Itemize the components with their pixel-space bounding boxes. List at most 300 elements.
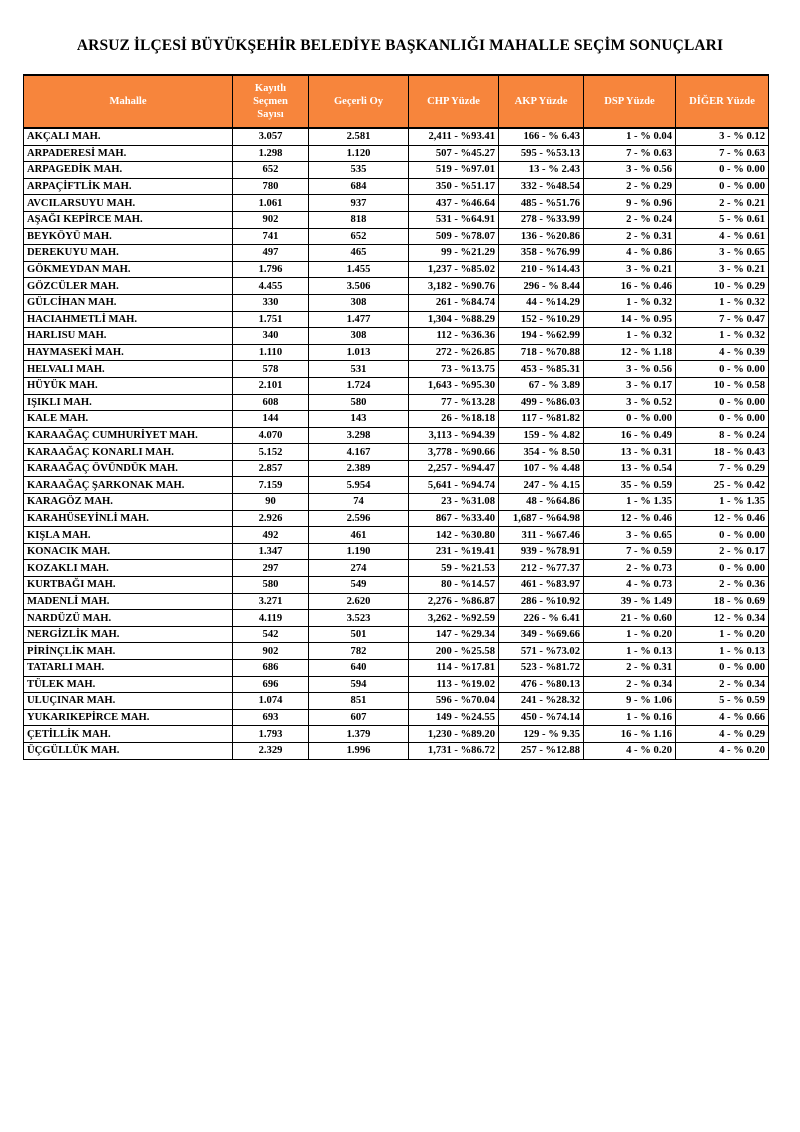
cell-diger: 2 - % 0.17 (676, 543, 769, 560)
cell-gecerli: 3.506 (309, 278, 409, 295)
table-row (24, 577, 769, 594)
cell-diger: 0 - % 0.00 (676, 411, 769, 428)
cell-diger: 8 - % 0.24 (676, 427, 769, 444)
cell-diger: 0 - % 0.00 (676, 361, 769, 378)
cell-akp: 117 - %81.82 (499, 411, 584, 428)
table-row (24, 361, 769, 378)
cell-akp: 571 - %73.02 (499, 643, 584, 660)
cell-dsp: 2 - % 0.29 (584, 178, 676, 195)
cell-chp: 261 - %84.74 (409, 294, 499, 311)
cell-mahalle: HACIAHMETLİ MAH. (24, 311, 233, 328)
cell-gecerli: 274 (309, 560, 409, 577)
cell-mahalle: ARPAÇİFTLİK MAH. (24, 178, 233, 195)
cell-dsp: 4 - % 0.86 (584, 245, 676, 262)
cell-gecerli: 1.013 (309, 344, 409, 361)
header-akp: AKP Yüzde (499, 75, 584, 128)
cell-chp: 596 - %70.04 (409, 693, 499, 710)
cell-gecerli: 2.581 (309, 128, 409, 145)
cell-kayitli: 542 (233, 626, 309, 643)
cell-chp: 2,276 - %86.87 (409, 593, 499, 610)
cell-dsp: 1 - % 0.32 (584, 328, 676, 345)
cell-gecerli: 308 (309, 328, 409, 345)
cell-kayitli: 4.119 (233, 610, 309, 627)
cell-diger: 25 - % 0.42 (676, 477, 769, 494)
cell-chp: 200 - %25.58 (409, 643, 499, 660)
header-dsp: DSP Yüzde (584, 75, 676, 128)
cell-kayitli: 902 (233, 643, 309, 660)
cell-kayitli: 7.159 (233, 477, 309, 494)
cell-mahalle: NARDÜZÜ MAH. (24, 610, 233, 627)
cell-gecerli: 3.523 (309, 610, 409, 627)
header-diger: DİĞER Yüzde (676, 75, 769, 128)
cell-mahalle: GÖKMEYDAN MAH. (24, 261, 233, 278)
table-row (24, 560, 769, 577)
cell-gecerli: 2.389 (309, 460, 409, 477)
cell-mahalle: KARAAĞAÇ ŞARKONAK MAH. (24, 477, 233, 494)
cell-diger: 0 - % 0.00 (676, 162, 769, 179)
cell-mahalle: HARLISU MAH. (24, 328, 233, 345)
cell-gecerli: 1.120 (309, 145, 409, 162)
cell-chp: 519 - %97.01 (409, 162, 499, 179)
cell-diger: 1 - % 0.20 (676, 626, 769, 643)
cell-kayitli: 4.070 (233, 427, 309, 444)
cell-chp: 1,237 - %85.02 (409, 261, 499, 278)
cell-dsp: 13 - % 0.31 (584, 444, 676, 461)
table-row (24, 610, 769, 627)
cell-gecerli: 2.620 (309, 593, 409, 610)
cell-kayitli: 608 (233, 394, 309, 411)
table-row (24, 178, 769, 195)
cell-akp: 453 - %85.31 (499, 361, 584, 378)
cell-akp: 1,687 - %64.98 (499, 510, 584, 527)
cell-kayitli: 1.796 (233, 261, 309, 278)
cell-diger: 3 - % 0.21 (676, 261, 769, 278)
cell-kayitli: 1.347 (233, 543, 309, 560)
cell-kayitli: 144 (233, 411, 309, 428)
cell-diger: 4 - % 0.66 (676, 709, 769, 726)
cell-diger: 5 - % 0.61 (676, 211, 769, 228)
cell-chp: 77 - %13.28 (409, 394, 499, 411)
cell-chp: 99 - %21.29 (409, 245, 499, 262)
cell-akp: 166 - % 6.43 (499, 128, 584, 145)
cell-mahalle: KARAAĞAÇ ÖVÜNDÜK MAH. (24, 460, 233, 477)
cell-kayitli: 2.329 (233, 742, 309, 759)
cell-chp: 142 - %30.80 (409, 527, 499, 544)
cell-diger: 5 - % 0.59 (676, 693, 769, 710)
cell-kayitli: 2.101 (233, 377, 309, 394)
cell-kayitli: 1.751 (233, 311, 309, 328)
cell-dsp: 3 - % 0.52 (584, 394, 676, 411)
cell-kayitli: 578 (233, 361, 309, 378)
table-row (24, 195, 769, 212)
cell-chp: 5,641 - %94.74 (409, 477, 499, 494)
cell-mahalle: KURTBAĞI MAH. (24, 577, 233, 594)
table-row (24, 427, 769, 444)
cell-chp: 3,182 - %90.76 (409, 278, 499, 295)
cell-diger: 7 - % 0.47 (676, 311, 769, 328)
cell-gecerli: 308 (309, 294, 409, 311)
cell-gecerli: 143 (309, 411, 409, 428)
cell-gecerli: 580 (309, 394, 409, 411)
cell-kayitli: 497 (233, 245, 309, 262)
cell-chp: 231 - %19.41 (409, 543, 499, 560)
cell-chp: 73 - %13.75 (409, 361, 499, 378)
cell-gecerli: 684 (309, 178, 409, 195)
cell-kayitli: 1.074 (233, 693, 309, 710)
cell-kayitli: 297 (233, 560, 309, 577)
cell-chp: 507 - %45.27 (409, 145, 499, 162)
cell-mahalle: MADENLİ MAH. (24, 593, 233, 610)
cell-akp: 332 - %48.54 (499, 178, 584, 195)
header-kayitli-line1: Kayıtlı (254, 82, 287, 94)
cell-gecerli: 4.167 (309, 444, 409, 461)
cell-chp: 509 - %78.07 (409, 228, 499, 245)
table-row (24, 709, 769, 726)
cell-mahalle: HÜYÜK MAH. (24, 377, 233, 394)
cell-akp: 718 - %70.88 (499, 344, 584, 361)
header-kayitli-secmen (233, 75, 309, 128)
cell-diger: 0 - % 0.00 (676, 660, 769, 677)
cell-mahalle: KONACIK MAH. (24, 543, 233, 560)
cell-kayitli: 780 (233, 178, 309, 195)
cell-gecerli: 461 (309, 527, 409, 544)
cell-kayitli: 696 (233, 676, 309, 693)
table-row (24, 494, 769, 511)
cell-akp: 939 - %78.91 (499, 543, 584, 560)
cell-akp: 461 - %83.97 (499, 577, 584, 594)
cell-kayitli: 90 (233, 494, 309, 511)
cell-dsp: 1 - % 0.32 (584, 294, 676, 311)
cell-kayitli: 340 (233, 328, 309, 345)
table-row (24, 676, 769, 693)
cell-akp: 286 - %10.92 (499, 593, 584, 610)
cell-diger: 0 - % 0.00 (676, 560, 769, 577)
cell-dsp: 16 - % 1.16 (584, 726, 676, 743)
table-row (24, 460, 769, 477)
cell-chp: 1,230 - %89.20 (409, 726, 499, 743)
cell-chp: 3,113 - %94.39 (409, 427, 499, 444)
cell-dsp: 1 - % 0.20 (584, 626, 676, 643)
cell-akp: 212 - %77.37 (499, 560, 584, 577)
cell-diger: 2 - % 0.21 (676, 195, 769, 212)
cell-diger: 7 - % 0.29 (676, 460, 769, 477)
cell-diger: 2 - % 0.36 (676, 577, 769, 594)
cell-akp: 296 - % 8.44 (499, 278, 584, 295)
cell-gecerli: 1.190 (309, 543, 409, 560)
cell-akp: 485 - %51.76 (499, 195, 584, 212)
cell-chp: 3,778 - %90.66 (409, 444, 499, 461)
cell-dsp: 13 - % 0.54 (584, 460, 676, 477)
cell-chp: 112 - %36.36 (409, 328, 499, 345)
cell-dsp: 2 - % 0.24 (584, 211, 676, 228)
cell-mahalle: GÖZCÜLER MAH. (24, 278, 233, 295)
cell-dsp: 7 - % 0.63 (584, 145, 676, 162)
cell-dsp: 3 - % 0.56 (584, 162, 676, 179)
cell-akp: 152 - %10.29 (499, 311, 584, 328)
cell-mahalle: AŞAĞI KEPİRCE MAH. (24, 211, 233, 228)
cell-kayitli: 580 (233, 577, 309, 594)
cell-chp: 350 - %51.17 (409, 178, 499, 195)
cell-akp: 349 - %69.66 (499, 626, 584, 643)
cell-akp: 136 - %20.86 (499, 228, 584, 245)
cell-akp: 194 - %62.99 (499, 328, 584, 345)
table-row (24, 278, 769, 295)
cell-gecerli: 594 (309, 676, 409, 693)
cell-mahalle: ULUÇINAR MAH. (24, 693, 233, 710)
header-kayitli-line2: Seçmen (253, 95, 288, 107)
cell-dsp: 35 - % 0.59 (584, 477, 676, 494)
cell-akp: 595 - %53.13 (499, 145, 584, 162)
cell-dsp: 3 - % 0.65 (584, 527, 676, 544)
cell-akp: 67 - % 3.89 (499, 377, 584, 394)
cell-kayitli: 2.926 (233, 510, 309, 527)
cell-mahalle: BEYKÖYÜ MAH. (24, 228, 233, 245)
cell-mahalle: KARAAĞAÇ KONARLI MAH. (24, 444, 233, 461)
cell-akp: 129 - % 9.35 (499, 726, 584, 743)
cell-chp: 113 - %19.02 (409, 676, 499, 693)
table-row (24, 211, 769, 228)
table-row (24, 245, 769, 262)
table-row (24, 593, 769, 610)
cell-mahalle: AVCILARSUYU MAH. (24, 195, 233, 212)
cell-mahalle: YUKARIKEPİRCE MAH. (24, 709, 233, 726)
table-row (24, 477, 769, 494)
table-row (24, 411, 769, 428)
cell-akp: 278 - %33.99 (499, 211, 584, 228)
cell-mahalle: HELVALI MAH. (24, 361, 233, 378)
cell-mahalle: PİRİNÇLİK MAH. (24, 643, 233, 660)
table-row (24, 742, 769, 759)
cell-diger: 3 - % 0.65 (676, 245, 769, 262)
cell-chp: 3,262 - %92.59 (409, 610, 499, 627)
cell-diger: 4 - % 0.39 (676, 344, 769, 361)
cell-dsp: 3 - % 0.21 (584, 261, 676, 278)
cell-akp: 44 - %14.29 (499, 294, 584, 311)
cell-dsp: 14 - % 0.95 (584, 311, 676, 328)
cell-akp: 354 - % 8.50 (499, 444, 584, 461)
cell-kayitli: 652 (233, 162, 309, 179)
cell-akp: 311 - %67.46 (499, 527, 584, 544)
cell-gecerli: 652 (309, 228, 409, 245)
cell-diger: 0 - % 0.00 (676, 527, 769, 544)
table-row (24, 660, 769, 677)
table-row (24, 510, 769, 527)
cell-mahalle: IŞIKLI MAH. (24, 394, 233, 411)
table-row (24, 626, 769, 643)
table-row (24, 261, 769, 278)
cell-mahalle: HAYMASEKİ MAH. (24, 344, 233, 361)
cell-kayitli: 693 (233, 709, 309, 726)
cell-diger: 2 - % 0.34 (676, 676, 769, 693)
cell-mahalle: KARAAĞAÇ CUMHURİYET MAH. (24, 427, 233, 444)
cell-kayitli: 2.857 (233, 460, 309, 477)
table-row (24, 377, 769, 394)
cell-dsp: 0 - % 0.00 (584, 411, 676, 428)
cell-diger: 10 - % 0.58 (676, 377, 769, 394)
cell-diger: 4 - % 0.20 (676, 742, 769, 759)
cell-dsp: 16 - % 0.49 (584, 427, 676, 444)
cell-gecerli: 74 (309, 494, 409, 511)
cell-kayitli: 686 (233, 660, 309, 677)
cell-gecerli: 1.477 (309, 311, 409, 328)
cell-akp: 523 - %81.72 (499, 660, 584, 677)
table-row (24, 543, 769, 560)
cell-dsp: 9 - % 1.06 (584, 693, 676, 710)
cell-chp: 1,304 - %88.29 (409, 311, 499, 328)
cell-mahalle: KALE MAH. (24, 411, 233, 428)
cell-gecerli: 1.724 (309, 377, 409, 394)
cell-dsp: 2 - % 0.31 (584, 228, 676, 245)
cell-akp: 159 - % 4.82 (499, 427, 584, 444)
table-row (24, 294, 769, 311)
cell-mahalle: DEREKUYU MAH. (24, 245, 233, 262)
cell-dsp: 12 - % 0.46 (584, 510, 676, 527)
cell-diger: 12 - % 0.46 (676, 510, 769, 527)
cell-dsp: 3 - % 0.17 (584, 377, 676, 394)
cell-kayitli: 741 (233, 228, 309, 245)
cell-diger: 3 - % 0.12 (676, 128, 769, 145)
cell-diger: 0 - % 0.00 (676, 394, 769, 411)
cell-diger: 7 - % 0.63 (676, 145, 769, 162)
cell-gecerli: 782 (309, 643, 409, 660)
cell-chp: 59 - %21.53 (409, 560, 499, 577)
cell-kayitli: 1.110 (233, 344, 309, 361)
cell-dsp: 39 - % 1.49 (584, 593, 676, 610)
header-gecerli-oy: Geçerli Oy (309, 75, 409, 128)
cell-akp: 48 - %64.86 (499, 494, 584, 511)
cell-gecerli: 535 (309, 162, 409, 179)
cell-chp: 26 - %18.18 (409, 411, 499, 428)
cell-diger: 4 - % 0.61 (676, 228, 769, 245)
cell-dsp: 1 - % 0.16 (584, 709, 676, 726)
cell-mahalle: ARPADERESİ MAH. (24, 145, 233, 162)
table-body (24, 128, 769, 759)
cell-chp: 2,257 - %94.47 (409, 460, 499, 477)
table-row (24, 726, 769, 743)
cell-akp: 247 - % 4.15 (499, 477, 584, 494)
cell-gecerli: 1.996 (309, 742, 409, 759)
cell-akp: 358 - %76.99 (499, 245, 584, 262)
cell-diger: 10 - % 0.29 (676, 278, 769, 295)
cell-mahalle: AKÇALI MAH. (24, 128, 233, 145)
cell-diger: 1 - % 0.32 (676, 328, 769, 345)
cell-mahalle: TÜLEK MAH. (24, 676, 233, 693)
table-header (24, 75, 769, 128)
table-row (24, 145, 769, 162)
cell-diger: 18 - % 0.43 (676, 444, 769, 461)
cell-gecerli: 851 (309, 693, 409, 710)
cell-kayitli: 5.152 (233, 444, 309, 461)
table-row (24, 328, 769, 345)
cell-gecerli: 937 (309, 195, 409, 212)
table-row (24, 444, 769, 461)
cell-chp: 272 - %26.85 (409, 344, 499, 361)
table-row (24, 311, 769, 328)
cell-dsp: 1 - % 1.35 (584, 494, 676, 511)
header-row (24, 75, 769, 128)
cell-chp: 1,643 - %95.30 (409, 377, 499, 394)
header-kayitli-line3: Sayısı (257, 109, 284, 121)
cell-mahalle: ÇETİLLİK MAH. (24, 726, 233, 743)
cell-kayitli: 492 (233, 527, 309, 544)
cell-gecerli: 1.455 (309, 261, 409, 278)
cell-akp: 210 - %14.43 (499, 261, 584, 278)
cell-chp: 437 - %46.64 (409, 195, 499, 212)
cell-akp: 499 - %86.03 (499, 394, 584, 411)
cell-kayitli: 1.298 (233, 145, 309, 162)
cell-diger: 1 - % 0.32 (676, 294, 769, 311)
results-table (23, 74, 769, 760)
cell-mahalle: KIŞLA MAH. (24, 527, 233, 544)
cell-kayitli: 1.793 (233, 726, 309, 743)
cell-kayitli: 3.271 (233, 593, 309, 610)
cell-gecerli: 549 (309, 577, 409, 594)
cell-gecerli: 818 (309, 211, 409, 228)
header-mahalle: Mahalle (24, 75, 233, 128)
cell-diger: 1 - % 1.35 (676, 494, 769, 511)
table-row (24, 128, 769, 145)
cell-dsp: 21 - % 0.60 (584, 610, 676, 627)
cell-gecerli: 607 (309, 709, 409, 726)
cell-mahalle: NERGİZLİK MAH. (24, 626, 233, 643)
cell-dsp: 4 - % 0.20 (584, 742, 676, 759)
cell-dsp: 1 - % 0.13 (584, 643, 676, 660)
cell-gecerli: 531 (309, 361, 409, 378)
table-row (24, 643, 769, 660)
cell-akp: 241 - %28.32 (499, 693, 584, 710)
cell-gecerli: 640 (309, 660, 409, 677)
page-title: ARSUZ İLÇESİ BÜYÜKŞEHİR BELEDİYE BAŞKANLIĞI MAHALLE SEÇİM SONUÇLARI (76, 37, 724, 54)
table-row (24, 394, 769, 411)
cell-mahalle: ÜÇGÜLLÜK MAH. (24, 742, 233, 759)
cell-gecerli: 5.954 (309, 477, 409, 494)
cell-dsp: 12 - % 1.18 (584, 344, 676, 361)
cell-dsp: 4 - % 0.73 (584, 577, 676, 594)
cell-gecerli: 501 (309, 626, 409, 643)
table-row (24, 162, 769, 179)
cell-dsp: 16 - % 0.46 (584, 278, 676, 295)
cell-dsp: 2 - % 0.34 (584, 676, 676, 693)
cell-dsp: 7 - % 0.59 (584, 543, 676, 560)
cell-chp: 80 - %14.57 (409, 577, 499, 594)
cell-mahalle: TATARLI MAH. (24, 660, 233, 677)
cell-chp: 147 - %29.34 (409, 626, 499, 643)
cell-chp: 531 - %64.91 (409, 211, 499, 228)
cell-dsp: 2 - % 0.31 (584, 660, 676, 677)
cell-diger: 0 - % 0.00 (676, 178, 769, 195)
cell-dsp: 3 - % 0.56 (584, 361, 676, 378)
table-row (24, 693, 769, 710)
cell-dsp: 1 - % 0.04 (584, 128, 676, 145)
cell-gecerli: 1.379 (309, 726, 409, 743)
cell-mahalle: KARAHÜSEYİNLİ MAH. (24, 510, 233, 527)
cell-gecerli: 3.298 (309, 427, 409, 444)
cell-chp: 867 - %33.40 (409, 510, 499, 527)
cell-chp: 1,731 - %86.72 (409, 742, 499, 759)
cell-kayitli: 1.061 (233, 195, 309, 212)
cell-mahalle: GÜLCİHAN MAH. (24, 294, 233, 311)
cell-dsp: 9 - % 0.96 (584, 195, 676, 212)
cell-gecerli: 2.596 (309, 510, 409, 527)
cell-chp: 149 - %24.55 (409, 709, 499, 726)
cell-kayitli: 3.057 (233, 128, 309, 145)
table-row (24, 344, 769, 361)
cell-dsp: 2 - % 0.73 (584, 560, 676, 577)
cell-mahalle: KOZAKLI MAH. (24, 560, 233, 577)
table-row (24, 527, 769, 544)
cell-kayitli: 4.455 (233, 278, 309, 295)
cell-akp: 107 - % 4.48 (499, 460, 584, 477)
